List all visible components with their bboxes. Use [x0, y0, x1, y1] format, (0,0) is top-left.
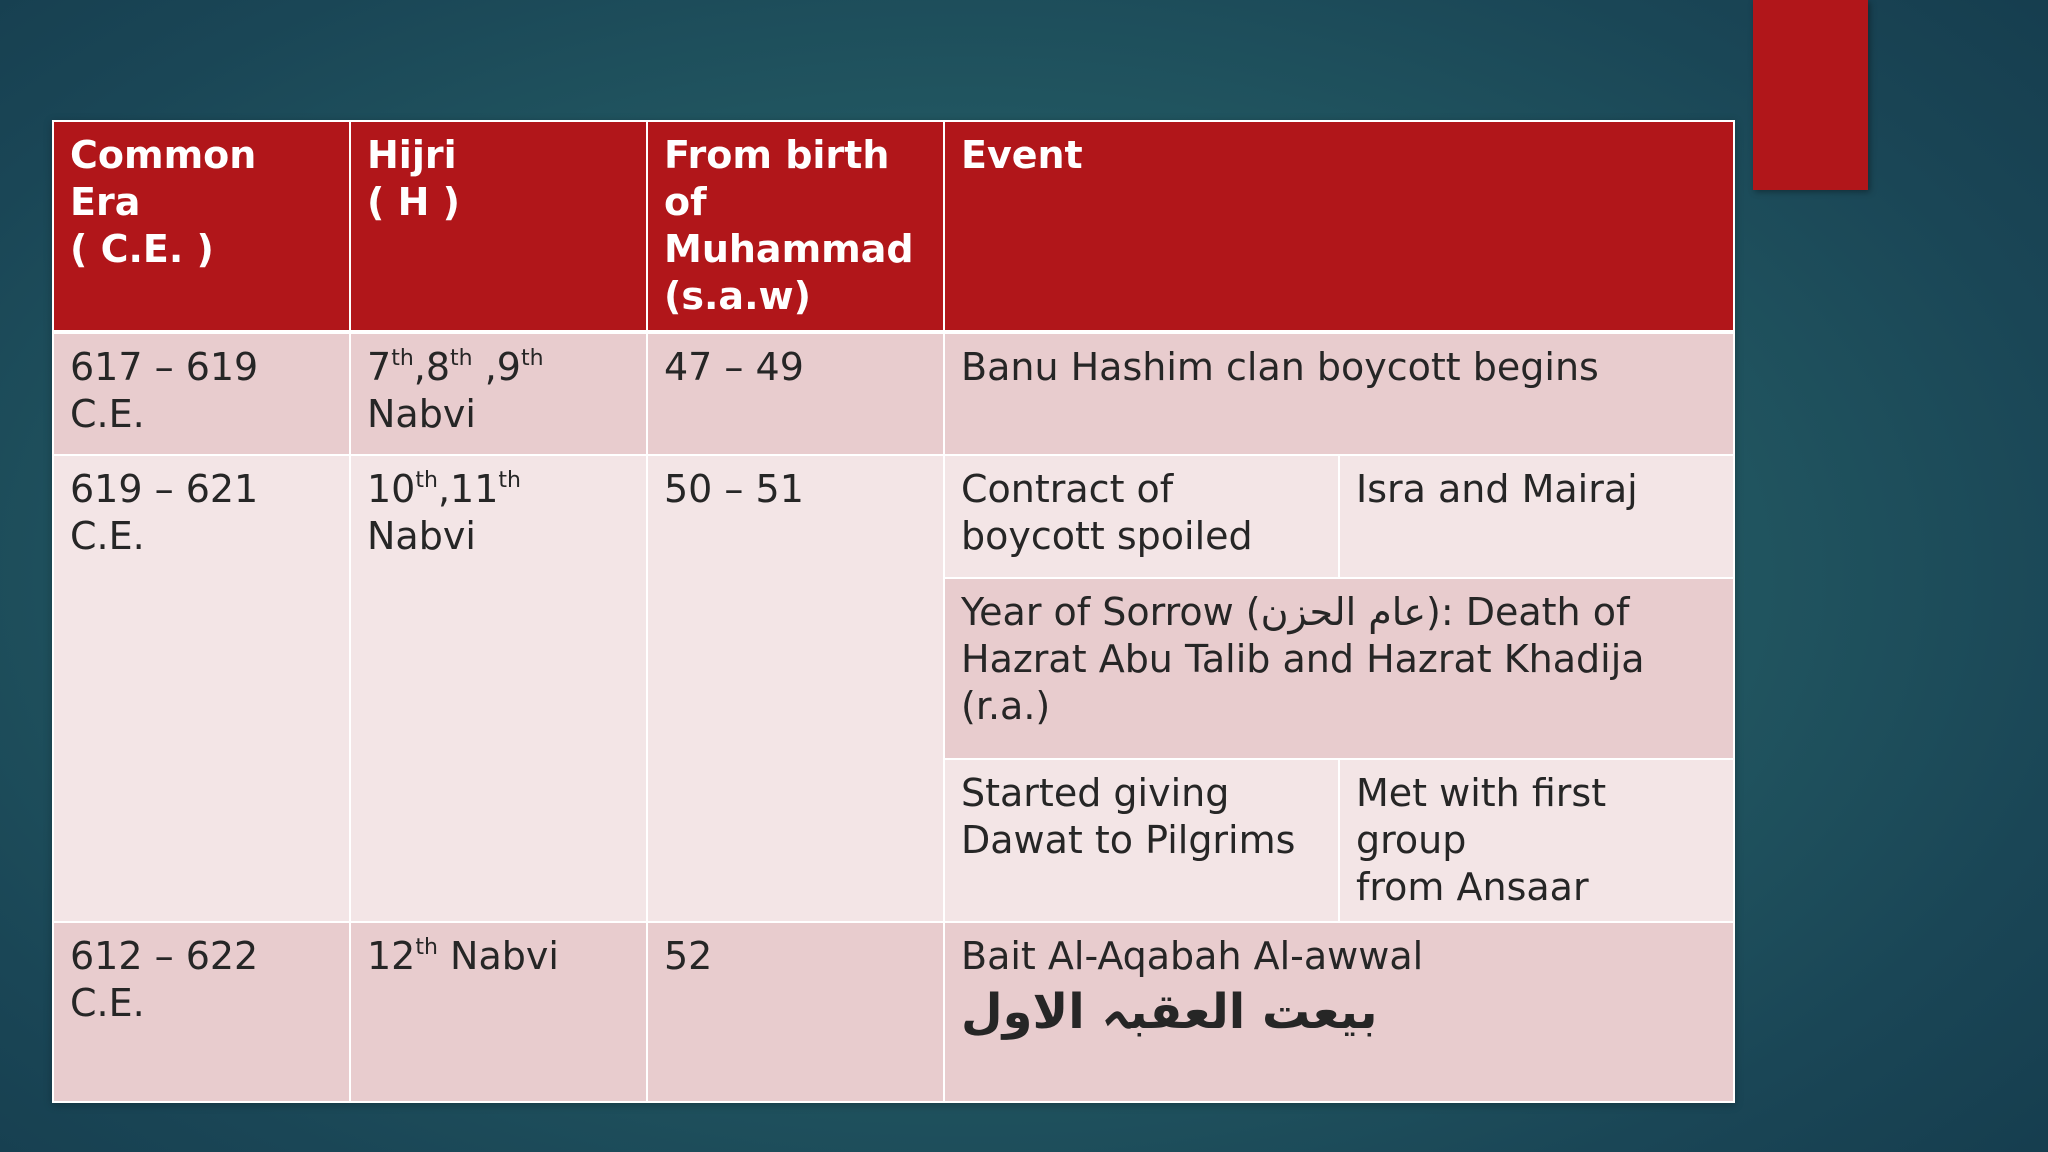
header-from-birth: From birth of Muhammad (s.a.w)	[647, 121, 944, 332]
cell-common-era: 617 – 619 C.E.	[53, 332, 350, 455]
cell-hijri: 10th,11th Nabvi	[350, 455, 647, 922]
cell-event: Banu Hashim clan boycott begins	[944, 332, 1734, 455]
cell-common-era: 612 – 622 C.E.	[53, 922, 350, 1102]
arabic-text: عام الحزن	[1260, 590, 1426, 634]
cell-from-birth: 47 – 49	[647, 332, 944, 455]
cell-event-dawat: Started giving Dawat to Pilgrims	[944, 759, 1339, 922]
table-row	[53, 332, 1734, 455]
cell-hijri: 12th Nabvi	[350, 922, 647, 1102]
table-row	[53, 922, 1734, 1102]
cell-event-year-of-sorrow: Year of Sorrow (عام الحزن): Death of Hazrat Abu Talib and Hazrat Khadija (r.a.)	[944, 578, 1734, 759]
timeline-table	[52, 120, 1735, 1103]
cell-event-bait-al-aqabah: Bait Al-Aqabah Al-awwal بیعت العقبہ الاول	[944, 922, 1734, 1102]
cell-event-ansaar: Met with first group from Ansaar	[1339, 759, 1734, 922]
header-row	[53, 121, 1734, 332]
cell-from-birth: 52	[647, 922, 944, 1102]
cell-common-era: 619 – 621 C.E.	[53, 455, 350, 922]
header-hijri: Hijri ( H )	[350, 121, 647, 332]
table-row	[53, 455, 1734, 578]
cell-from-birth: 50 – 51	[647, 455, 944, 922]
header-event: Event	[944, 121, 1734, 332]
arabic-title: بیعت العقبہ الاول	[961, 984, 1378, 1040]
cell-event-isra: Isra and Mairaj	[1339, 455, 1734, 578]
header-common-era: Common Era ( C.E. )	[53, 121, 350, 332]
cell-event-contract: Contract of boycott spoiled	[944, 455, 1339, 578]
accent-block	[1753, 0, 1868, 190]
cell-hijri: 7th,8th ,9th Nabvi	[350, 332, 647, 455]
